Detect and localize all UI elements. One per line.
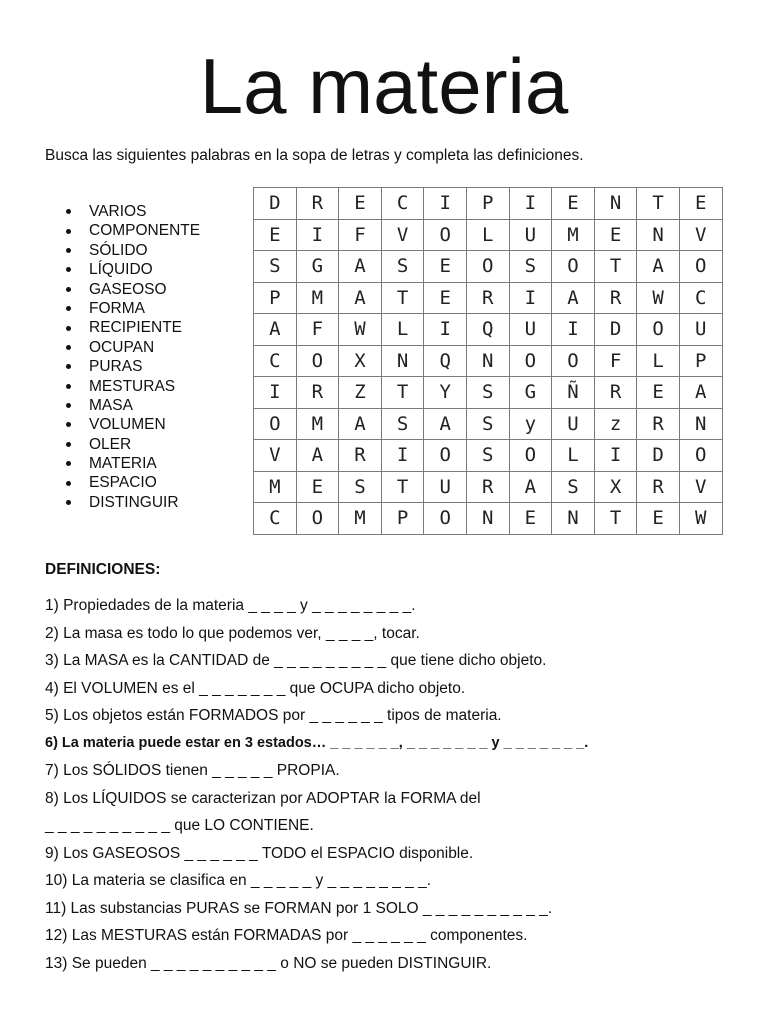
- word-list-label: MESTURAS: [89, 377, 176, 395]
- grid-cell: C: [254, 503, 297, 535]
- grid-cell: A: [552, 282, 595, 314]
- word-list-label: MASA: [89, 396, 133, 414]
- word-list-item: [45, 377, 200, 396]
- grid-cell: V: [679, 471, 722, 503]
- grid-cell: M: [296, 282, 339, 314]
- grid-cell: F: [296, 314, 339, 346]
- grid-cell: T: [381, 377, 424, 409]
- grid-cell: O: [637, 314, 680, 346]
- grid-cell: I: [594, 440, 637, 472]
- bullet-icon: [66, 267, 71, 272]
- bullet-icon: [66, 442, 71, 447]
- grid-cell: O: [509, 345, 552, 377]
- word-list-item: [45, 415, 200, 434]
- grid-cell: R: [637, 408, 680, 440]
- definition-item: 13) Se pueden _ _ _ _ _ _ _ _ _ _ o NO se pueden DISTINGUIR.: [45, 954, 492, 972]
- grid-cell: T: [381, 282, 424, 314]
- grid-cell: A: [339, 408, 382, 440]
- word-list-label: VARIOS: [89, 203, 147, 220]
- word-search-grid: [253, 187, 723, 535]
- word-list-label: COMPONENTE: [89, 222, 201, 240]
- word-list-label: OLER: [89, 435, 132, 453]
- grid-cell: T: [637, 188, 680, 220]
- grid-cell: A: [339, 251, 382, 283]
- grid-cell: N: [637, 219, 680, 251]
- word-list: [45, 202, 200, 512]
- grid-row: [254, 503, 723, 535]
- page-title: La materia: [199, 42, 569, 130]
- grid-cell: C: [254, 345, 297, 377]
- grid-cell: E: [594, 219, 637, 251]
- grid-cell: R: [466, 282, 509, 314]
- grid-row: [254, 282, 723, 314]
- grid-cell: V: [254, 440, 297, 472]
- grid-cell: U: [424, 471, 467, 503]
- grid-cell: W: [637, 282, 680, 314]
- word-list-label: SÓLIDO: [89, 241, 148, 259]
- grid-cell: E: [637, 503, 680, 535]
- definition-item: 1) Propiedades de la materia _ _ _ _ y _ _ _ _ _ _ _ _.: [45, 597, 416, 614]
- grid-cell: M: [339, 503, 382, 535]
- grid-cell: S: [381, 251, 424, 283]
- grid-cell: W: [339, 314, 382, 346]
- grid-row: [254, 314, 723, 346]
- bullet-icon: [66, 209, 71, 214]
- definition-item: 8) Los LÍQUIDOS se caracterizan por ADOPTAR la FORMA del: [45, 789, 481, 807]
- grid-cell: D: [254, 188, 297, 220]
- definition-item: 7) Los SÓLIDOS tienen _ _ _ _ _ PROPIA.: [45, 762, 340, 779]
- bullet-icon: [66, 500, 71, 505]
- definitions-heading: DEFINICIONES:: [45, 561, 161, 578]
- grid-cell: E: [424, 251, 467, 283]
- definition-item: 10) La materia se clasifica en _ _ _ _ _ y _ _ _ _ _ _ _ _.: [45, 872, 432, 889]
- grid-cell: O: [679, 251, 722, 283]
- bullet-icon: [66, 364, 71, 369]
- word-list-label: MATERIA: [89, 455, 157, 473]
- grid-cell: X: [339, 345, 382, 377]
- grid-row: [254, 251, 723, 283]
- bullet-icon: [66, 345, 71, 350]
- grid-cell: E: [424, 282, 467, 314]
- grid-cell: A: [339, 282, 382, 314]
- grid-row: [254, 188, 723, 220]
- grid-cell: I: [254, 377, 297, 409]
- grid-cell: P: [466, 188, 509, 220]
- word-list-item: [45, 338, 200, 357]
- grid-cell: A: [296, 440, 339, 472]
- word-list-label: VOLUMEN: [89, 416, 166, 434]
- word-list-item: [45, 280, 200, 299]
- grid-cell: O: [296, 345, 339, 377]
- definition-item: 12) Las MESTURAS están FORMADAS por _ _ _ _ _ _ componentes.: [45, 927, 528, 944]
- definition-item: _ _ _ _ _ _ _ _ _ _ que LO CONTIENE.: [45, 817, 314, 834]
- grid-cell: C: [679, 282, 722, 314]
- grid-cell: D: [637, 440, 680, 472]
- word-list-label: FORMA: [89, 299, 145, 317]
- grid-cell: R: [594, 377, 637, 409]
- word-list-item: [45, 318, 200, 337]
- grid-cell: O: [424, 219, 467, 251]
- grid-cell: Z: [339, 377, 382, 409]
- grid-cell: I: [296, 219, 339, 251]
- grid-cell: N: [552, 503, 595, 535]
- grid-cell: O: [466, 251, 509, 283]
- grid-cell: O: [552, 345, 595, 377]
- grid-cell: P: [679, 345, 722, 377]
- grid-cell: E: [296, 471, 339, 503]
- definition-item: 5) Los objetos están FORMADOS por _ _ _ _ _ _ tipos de materia.: [45, 707, 502, 724]
- grid-cell: D: [594, 314, 637, 346]
- grid-cell: E: [509, 503, 552, 535]
- grid-cell: C: [381, 188, 424, 220]
- grid-cell: R: [594, 282, 637, 314]
- word-list-item: [45, 241, 200, 260]
- grid-cell: E: [679, 188, 722, 220]
- grid-cell: A: [424, 408, 467, 440]
- grid-cell: S: [466, 377, 509, 409]
- grid-cell: P: [254, 282, 297, 314]
- bullet-icon: [66, 422, 71, 427]
- grid-cell: T: [594, 251, 637, 283]
- grid-cell: R: [637, 471, 680, 503]
- grid-cell: O: [254, 408, 297, 440]
- grid-cell: E: [637, 377, 680, 409]
- grid-cell: N: [679, 408, 722, 440]
- grid-row: [254, 440, 723, 472]
- word-list-label: PURAS: [89, 358, 143, 376]
- grid-row: [254, 408, 723, 440]
- bullet-icon: [66, 403, 71, 408]
- grid-cell: S: [254, 251, 297, 283]
- grid-cell: U: [509, 219, 552, 251]
- definition-item: 9) Los GASEOSOS _ _ _ _ _ _ TODO el ESPACIO disponible.: [45, 844, 474, 862]
- grid-cell: R: [296, 188, 339, 220]
- grid-cell: R: [296, 377, 339, 409]
- word-list-label: DISTINGUIR: [89, 493, 179, 511]
- grid-cell: L: [552, 440, 595, 472]
- grid-cell: N: [466, 503, 509, 535]
- definition-item: 11) Las substancias PURAS se FORMAN por 1 SOLO _ _ _ _ _ _ _ _ _ _.: [45, 899, 553, 917]
- grid-cell: P: [381, 503, 424, 535]
- word-list-item: [45, 435, 200, 454]
- grid-cell: N: [594, 188, 637, 220]
- grid-cell: A: [509, 471, 552, 503]
- grid-cell: E: [552, 188, 595, 220]
- grid-cell: L: [637, 345, 680, 377]
- grid-cell: S: [466, 408, 509, 440]
- grid-cell: I: [509, 282, 552, 314]
- grid-cell: Q: [424, 345, 467, 377]
- grid-cell: I: [424, 314, 467, 346]
- grid-row: [254, 377, 723, 409]
- grid-cell: Y: [424, 377, 467, 409]
- grid-cell: A: [254, 314, 297, 346]
- grid-cell: M: [296, 408, 339, 440]
- grid-cell: G: [296, 251, 339, 283]
- bullet-icon: [66, 326, 71, 331]
- grid-cell: R: [339, 440, 382, 472]
- grid-cell: N: [381, 345, 424, 377]
- grid-cell: N: [466, 345, 509, 377]
- grid-cell: U: [552, 408, 595, 440]
- grid-cell: U: [679, 314, 722, 346]
- word-list-label: OCUPAN: [89, 338, 155, 356]
- grid-cell: I: [381, 440, 424, 472]
- grid-cell: A: [679, 377, 722, 409]
- grid-cell: Ñ: [552, 377, 595, 409]
- bullet-icon: [66, 306, 71, 311]
- bullet-icon: [66, 481, 71, 486]
- grid-row: [254, 471, 723, 503]
- grid-cell: S: [339, 471, 382, 503]
- word-list-label: LÍQUIDO: [89, 261, 153, 279]
- word-list-item: [45, 221, 200, 240]
- definition-item: 3) La MASA es la CANTIDAD de _ _ _ _ _ _ _ _ _ que tiene dicho objeto.: [45, 652, 547, 669]
- definitions-list: [45, 592, 588, 977]
- grid-cell: R: [466, 471, 509, 503]
- grid-cell: O: [296, 503, 339, 535]
- word-list-label: RECIPIENTE: [89, 319, 183, 337]
- grid-cell: G: [509, 377, 552, 409]
- word-list-item: [45, 260, 200, 279]
- word-list-item: [45, 396, 200, 415]
- grid-cell: Q: [466, 314, 509, 346]
- grid-cell: y: [509, 408, 552, 440]
- bullet-icon: [66, 287, 71, 292]
- grid-cell: L: [381, 314, 424, 346]
- bullet-icon: [66, 384, 71, 389]
- grid-cell: O: [424, 440, 467, 472]
- grid-cell: F: [339, 219, 382, 251]
- grid-row: [254, 219, 723, 251]
- grid-cell: F: [594, 345, 637, 377]
- word-list-item: [45, 202, 200, 221]
- grid-cell: X: [594, 471, 637, 503]
- word-list-item: [45, 493, 200, 512]
- grid-row: [254, 345, 723, 377]
- word-list-item: [45, 473, 200, 492]
- word-list-label: ESPACIO: [89, 474, 157, 492]
- grid-cell: W: [679, 503, 722, 535]
- instructions-text: Busca las siguientes palabras en la sopa de letras y completa las definiciones.: [45, 147, 584, 164]
- definition-item: 6) La materia puede estar en 3 estados… _ _ _ _ _ _, _ _ _ _ _ _ _ y _ _ _ _ _ _ _.: [45, 734, 589, 751]
- grid-cell: O: [509, 440, 552, 472]
- grid-cell: V: [381, 219, 424, 251]
- word-list-label: GASEOSO: [89, 280, 167, 298]
- grid-cell: O: [424, 503, 467, 535]
- grid-cell: T: [594, 503, 637, 535]
- grid-cell: O: [552, 251, 595, 283]
- grid-cell: I: [424, 188, 467, 220]
- grid-cell: I: [552, 314, 595, 346]
- grid-cell: V: [679, 219, 722, 251]
- word-list-item: [45, 357, 200, 376]
- grid-cell: S: [552, 471, 595, 503]
- grid-cell: O: [679, 440, 722, 472]
- grid-cell: M: [254, 471, 297, 503]
- grid-cell: M: [552, 219, 595, 251]
- word-list-item: [45, 299, 200, 318]
- grid-cell: U: [509, 314, 552, 346]
- grid-cell: I: [509, 188, 552, 220]
- grid-cell: S: [466, 440, 509, 472]
- grid-cell: z: [594, 408, 637, 440]
- grid-cell: S: [509, 251, 552, 283]
- grid-cell: T: [381, 471, 424, 503]
- grid-cell: A: [637, 251, 680, 283]
- grid-cell: S: [381, 408, 424, 440]
- bullet-icon: [66, 248, 71, 253]
- definition-item: 2) La masa es todo lo que podemos ver, _ _ _ _, tocar.: [45, 624, 420, 642]
- grid-cell: L: [466, 219, 509, 251]
- bullet-icon: [66, 229, 71, 234]
- grid-cell: E: [254, 219, 297, 251]
- word-list-item: [45, 454, 200, 473]
- definition-item: 4) El VOLUMEN es el _ _ _ _ _ _ _ que OCUPA dicho objeto.: [45, 679, 466, 697]
- grid-cell: E: [339, 188, 382, 220]
- bullet-icon: [66, 461, 71, 466]
